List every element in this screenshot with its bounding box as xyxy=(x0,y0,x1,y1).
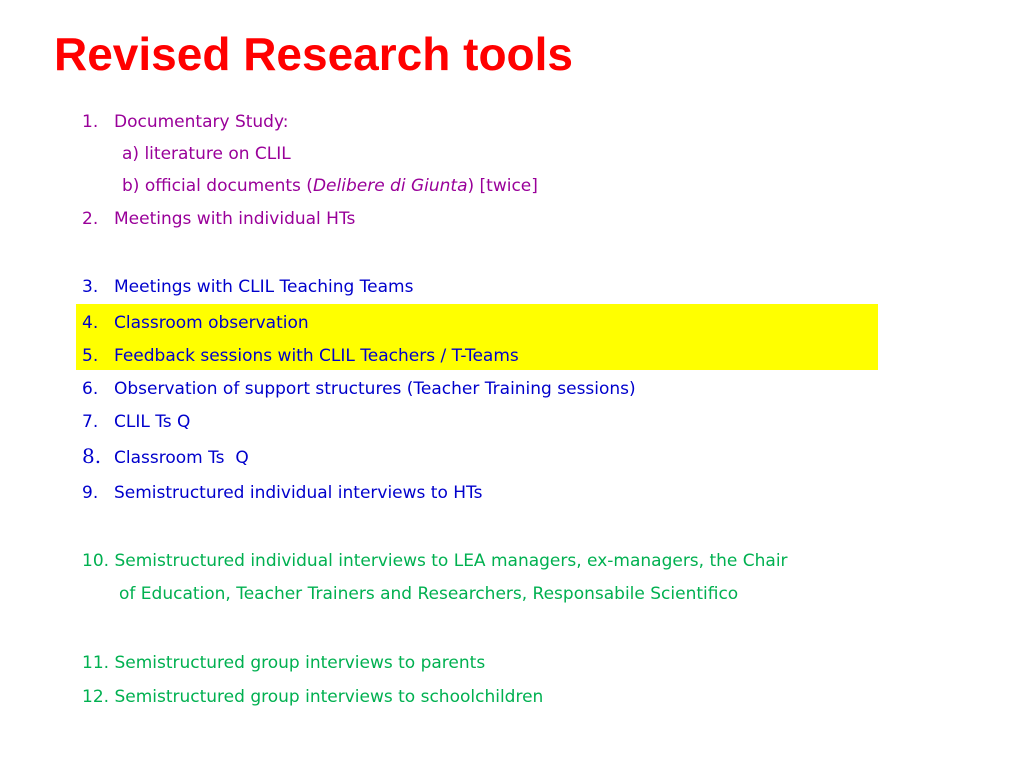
item-number: 12. xyxy=(82,687,110,707)
item-number: 1. xyxy=(82,112,99,132)
item-text: Classroom Ts Q xyxy=(114,448,249,468)
list-item-7 xyxy=(82,410,190,434)
item-number: 9. xyxy=(82,483,99,503)
item-text: Semistructured group interviews to schoolchildren xyxy=(114,687,544,707)
list-item-4 xyxy=(82,311,309,335)
item-number: 4. xyxy=(82,313,99,333)
item-text: Semistructured individual interviews to LEA managers, ex-managers, the Chair xyxy=(114,551,788,571)
item-number: 8. xyxy=(82,444,102,468)
item-text: Observation of support structures (Teacher Training sessions) xyxy=(114,379,636,399)
item-number: 6. xyxy=(82,379,99,399)
list-item-8 xyxy=(82,444,249,470)
item-text: Semistructured individual interviews to HTs xyxy=(114,483,483,503)
list-item-6 xyxy=(82,377,636,401)
list-item-1 xyxy=(82,110,289,134)
item-number: 3. xyxy=(82,277,99,297)
list-item-2 xyxy=(82,207,355,231)
list-item-10 xyxy=(82,549,788,573)
item-text: CLIL Ts Q xyxy=(114,412,191,432)
item-number: 7. xyxy=(82,412,99,432)
item-text: of Education, Teacher Trainers and Researchers, Responsabile Scientifico xyxy=(119,584,739,604)
list-item-11 xyxy=(82,651,485,675)
slide-title: Revised Research tools xyxy=(54,28,574,80)
item-text: Feedback sessions with CLIL Teachers / T-Teams xyxy=(114,346,519,366)
item-text-post: ) [twice] xyxy=(467,176,538,196)
list-item-3 xyxy=(82,275,413,299)
item-text: Classroom observation xyxy=(114,313,309,333)
item-text: Documentary Study: xyxy=(114,112,289,132)
item-number: 11. xyxy=(82,653,110,673)
list-item-9 xyxy=(82,481,482,505)
item-text-italic: Delibere di Giunta xyxy=(312,176,468,196)
item-number: 2. xyxy=(82,209,99,229)
item-text: Meetings with CLIL Teaching Teams xyxy=(114,277,414,297)
list-subitem-official-documents xyxy=(122,174,538,198)
item-text: Meetings with individual HTs xyxy=(114,209,356,229)
item-number: 10. xyxy=(82,551,110,571)
list-item-5 xyxy=(82,344,519,368)
list-item-12 xyxy=(82,685,543,709)
item-number: 5. xyxy=(82,346,99,366)
list-item-10-continuation xyxy=(119,582,738,606)
item-text-pre: b) official documents ( xyxy=(122,176,313,196)
item-text: a) literature on CLIL xyxy=(122,144,291,164)
item-text: Semistructured group interviews to parents xyxy=(114,653,486,673)
list-subitem-literature xyxy=(122,142,291,166)
